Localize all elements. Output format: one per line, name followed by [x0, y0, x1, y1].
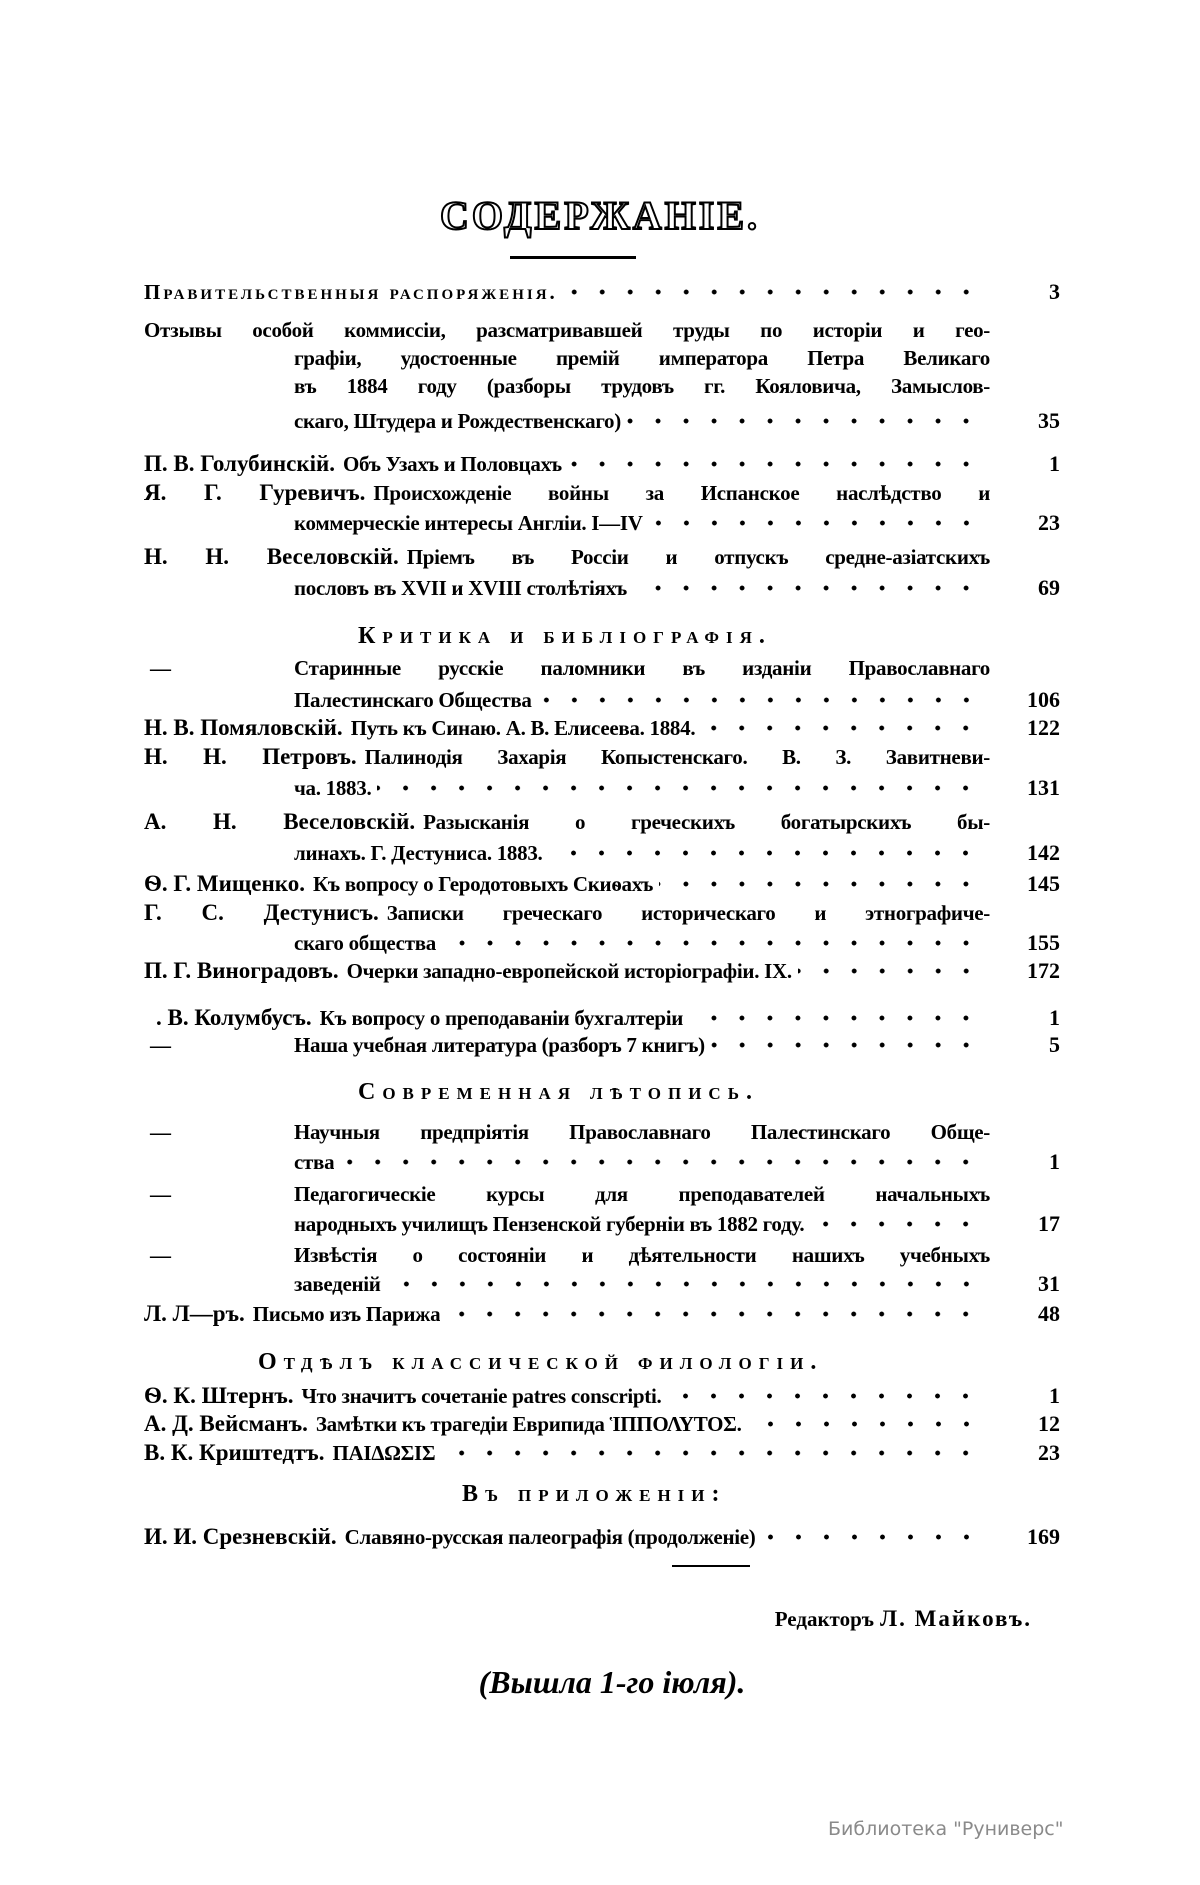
entry-title: пословъ въ XVII и XVIII столѣтіяхъ	[294, 576, 627, 600]
library-watermark: Библиотека "Руниверс"	[828, 1818, 1064, 1840]
toc-entry-line[interactable]	[144, 808, 990, 836]
entry-title: Старинные русскіе паломники въ изданіи Православнаго	[294, 656, 990, 680]
dot-leader	[762, 1523, 984, 1551]
entry-title: Разысканія о греческихъ богатырскихъ бы-	[423, 810, 990, 834]
dash-marker: —	[150, 656, 171, 680]
entry-title: Палинодія Захарія Копыстенскаго. В. З. Завитневи-	[364, 745, 990, 769]
page-number: 35	[1038, 408, 1060, 433]
entry-text	[144, 479, 990, 507]
entry-text	[144, 1382, 661, 1410]
entry-title: Правительственныя распоряженія.	[144, 280, 558, 304]
entry-title: Пріемъ въ Россіи и отпускъ средне-азіатскихъ	[406, 545, 990, 569]
entry-author: А. Н. Веселовскій.	[144, 809, 416, 834]
page-number: 1	[1049, 1149, 1060, 1174]
entry-author: Л. Л—ръ.	[144, 1301, 245, 1326]
entry-author: П. В. Голубинскій.	[144, 451, 335, 476]
entry-text	[144, 957, 792, 985]
entry-title: Очерки западно-европейской исторіографіи. IX.	[346, 959, 792, 983]
dot-leader	[441, 1439, 984, 1467]
entry-author: П. Г. Виноградовъ.	[144, 958, 339, 983]
toc-entry-line[interactable]	[144, 1382, 1060, 1410]
page-number: 172	[1027, 958, 1060, 983]
entry-title: Извѣстія о состояніи и дѣятельности нашихъ учебныхъ	[294, 1243, 990, 1267]
dot-leader	[548, 839, 984, 867]
entry-text	[294, 929, 436, 957]
entry-author: Ѳ. К. Штернъ.	[144, 1383, 294, 1408]
entry-text	[144, 278, 558, 306]
toc-entry-line[interactable]	[144, 1439, 1060, 1467]
dash-marker: —	[150, 1243, 171, 1267]
entry-title: скаго общества	[294, 931, 436, 955]
entry-title: Что значитъ сочетаніе patres conscripti.	[301, 1384, 662, 1408]
dash-marker: —	[150, 1182, 171, 1206]
toc-entry-line[interactable]	[150, 1031, 1060, 1059]
dot-leader	[568, 450, 984, 478]
entry-text	[294, 1118, 990, 1146]
entry-text	[144, 899, 990, 927]
entry-title: заведеній	[294, 1272, 381, 1296]
toc-entry-line[interactable]	[144, 1523, 1060, 1551]
page-number: 69	[1038, 575, 1060, 600]
entry-title: Замѣтки къ трагедіи Еврипида ἹΠΠΟΛΥΤΟΣ.	[315, 1412, 742, 1436]
entry-title: Наша учебная литература (разборъ 7 книгъ)	[294, 1033, 705, 1057]
page-title: СОДЕРЖАНІЕ.	[439, 193, 761, 238]
dot-leader	[689, 1004, 984, 1032]
entry-title: ΠΑΙΔΩΣΙΣ	[332, 1441, 436, 1465]
entry-text	[294, 1270, 381, 1298]
page-number: 106	[1027, 687, 1060, 712]
dot-leader	[538, 686, 984, 714]
entry-text	[294, 654, 990, 682]
toc-entry-line[interactable]	[156, 1004, 1060, 1032]
dot-leader	[627, 407, 984, 435]
page-number: 3	[1049, 279, 1060, 304]
toc-entry-line[interactable]	[294, 1270, 1060, 1298]
entry-text	[144, 714, 695, 742]
toc-entry-line[interactable]	[150, 1180, 990, 1208]
dot-leader	[442, 929, 984, 957]
page-number: 31	[1038, 1271, 1060, 1296]
dot-leader	[659, 870, 984, 898]
dot-leader	[711, 1031, 984, 1059]
dot-leader	[798, 957, 984, 985]
entry-text	[144, 870, 653, 898]
toc-entry-line[interactable]	[150, 1241, 990, 1269]
entry-author: Ѳ. Г. Мищенко.	[144, 871, 305, 896]
entry-text	[294, 1148, 334, 1176]
entry-text	[144, 316, 990, 344]
toc-entry-line[interactable]	[144, 870, 1060, 898]
dot-leader	[564, 278, 984, 306]
entry-text	[294, 509, 643, 537]
entry-title: въ 1884 году (разборы трудовъ гг. Кояловича, Замыслов-	[294, 374, 990, 398]
section-heading: Отдѣлъ классической филологіи.	[258, 1349, 824, 1375]
entry-author: Н. В. Помяловскій.	[144, 715, 343, 740]
toc-entry-line[interactable]	[294, 839, 1060, 867]
entry-title: Палестинскаго Общества	[294, 688, 532, 712]
entry-text	[144, 808, 990, 836]
page-number: 131	[1027, 775, 1060, 800]
page-number: 23	[1038, 1440, 1060, 1465]
section-heading: Критика и библіографія.	[358, 623, 772, 649]
toc-entry-line[interactable]	[294, 344, 990, 372]
entry-author: Н. Н. Петровъ.	[144, 744, 357, 769]
dash-marker: —	[150, 1033, 171, 1057]
entry-text	[156, 1004, 683, 1032]
dot-leader	[667, 1382, 984, 1410]
entry-text	[294, 1241, 990, 1269]
entry-author: В. К. Криштедтъ.	[144, 1440, 325, 1465]
entry-text	[144, 743, 990, 771]
entry-text	[144, 450, 562, 478]
entry-author: Г. С. Дестунисъ.	[144, 900, 379, 925]
page-number: 142	[1027, 840, 1060, 865]
page-number: 1	[1049, 451, 1060, 476]
toc-entry-line[interactable]	[144, 1410, 1060, 1438]
entry-text	[294, 1031, 705, 1059]
toc-entry-line[interactable]	[144, 543, 990, 571]
entry-title: Письмо изъ Парижа	[252, 1302, 441, 1326]
toc-entry-line[interactable]	[294, 372, 990, 400]
footer-divider	[672, 1565, 750, 1567]
entry-author: И. И. Срезневскій.	[144, 1524, 337, 1549]
entry-text	[144, 1439, 435, 1467]
page-number: 23	[1038, 510, 1060, 535]
toc-entry-line[interactable]	[294, 407, 1060, 435]
toc-entry-line[interactable]	[144, 714, 1060, 742]
toc-entry-line[interactable]	[144, 957, 1060, 985]
entry-text	[294, 407, 621, 435]
entry-title: Научныя предпріятія Православнаго Палестинскаго Обще-	[294, 1120, 990, 1144]
entry-title: скаго, Штудера и Рождественскаго)	[294, 409, 621, 433]
toc-entry-line[interactable]	[294, 509, 1060, 537]
page-number: 169	[1027, 1524, 1060, 1549]
dot-leader	[649, 509, 984, 537]
page-number: 17	[1038, 1211, 1060, 1236]
entry-title: народныхъ училищъ Пензенской губерніи въ 1882 году.	[294, 1212, 805, 1236]
editor-name: Л. Майковъ.	[880, 1606, 1032, 1631]
toc-entry-line[interactable]	[144, 743, 990, 771]
entry-text	[144, 1410, 742, 1438]
entry-title: Къ вопросу о Геродотовыхъ Скиѳахъ	[312, 872, 654, 896]
entry-text	[144, 1523, 756, 1551]
dash-marker: —	[150, 1120, 171, 1144]
entry-text	[294, 1210, 804, 1238]
toc-entry-line[interactable]	[150, 654, 990, 682]
toc-entry-line[interactable]	[144, 450, 1060, 478]
page-number: 145	[1027, 871, 1060, 896]
entry-title: Отзывы особой коммиссіи, разсматривавшей труды по исторіи и гео-	[144, 318, 990, 342]
toc-entry-line[interactable]	[144, 316, 990, 344]
entry-title: Записки греческаго историческаго и этнографиче-	[386, 901, 990, 925]
page-number: 1	[1049, 1383, 1060, 1408]
entry-title: Происхожденіе войны за Испанское наслѣдство и	[373, 481, 990, 505]
entry-text	[294, 839, 542, 867]
entry-title: Объ Узахъ и Половцахъ	[343, 452, 562, 476]
toc-entry-line[interactable]	[144, 1300, 1060, 1328]
entry-title: ча. 1883.	[294, 776, 372, 800]
dot-leader	[446, 1300, 984, 1328]
entry-title: Славяно-русская палеографія (продолженіе)	[344, 1525, 756, 1549]
entry-text	[294, 1180, 990, 1208]
toc-entry-line[interactable]	[294, 1148, 1060, 1176]
entry-text	[294, 774, 371, 802]
section-heading: Въ приложеніи:	[462, 1481, 727, 1507]
page-number: 122	[1027, 715, 1060, 740]
entry-text	[294, 344, 990, 372]
toc-entry-line[interactable]	[294, 1210, 1060, 1238]
toc-entry-line[interactable]	[294, 686, 1060, 714]
editor-label: Редакторъ	[774, 1607, 875, 1631]
dot-leader	[377, 774, 984, 802]
entry-author: Н. Н. Веселовскій.	[144, 544, 399, 569]
toc-entry-line[interactable]	[144, 479, 990, 507]
entry-title: линахъ. Г. Дестуниса. 1883.	[294, 841, 543, 865]
publication-note: (Вышла 1-го іюля).	[478, 1664, 746, 1700]
entry-title: Педагогическіе курсы для преподавателей начальныхъ	[294, 1182, 990, 1206]
dot-leader	[810, 1210, 984, 1238]
entry-author: А. Д. Вейсманъ.	[144, 1411, 308, 1436]
entry-title: ства	[294, 1150, 335, 1174]
entry-title: Къ вопросу о преподаваніи бухгалтеріи	[319, 1006, 684, 1030]
dot-leader	[701, 714, 984, 742]
toc-entry-line[interactable]	[144, 278, 1060, 306]
section-heading: Современная лѣтопись.	[358, 1079, 759, 1105]
entry-title: коммерческіе интересы Англіи. I—IV	[294, 511, 643, 535]
dot-leader	[748, 1410, 984, 1438]
page-number: 1	[1049, 1005, 1060, 1030]
entry-text	[144, 543, 990, 571]
entry-text	[294, 574, 627, 602]
dot-leader	[633, 574, 984, 602]
toc-entry-line[interactable]	[294, 929, 1060, 957]
entry-text	[294, 686, 532, 714]
dot-leader	[340, 1148, 984, 1176]
editor-credit	[775, 1606, 1032, 1632]
entry-text	[144, 1300, 440, 1328]
dot-leader	[387, 1270, 984, 1298]
toc-entry-line[interactable]	[144, 899, 990, 927]
page-number: 155	[1027, 930, 1060, 955]
entry-text	[294, 372, 990, 400]
entry-title: Путь къ Синаю. А. В. Елисеева. 1884.	[350, 716, 696, 740]
entry-author: Я. Г. Гуревичъ.	[144, 480, 366, 505]
page-number: 12	[1038, 1411, 1060, 1436]
title-divider	[510, 256, 636, 259]
toc-entry-line[interactable]	[294, 574, 1060, 602]
entry-author: . В. Колумбусъ.	[156, 1005, 312, 1030]
page-number: 5	[1049, 1032, 1060, 1057]
toc-entry-line[interactable]	[150, 1118, 990, 1146]
entry-title: графіи, удостоенные премій императора Петра Великаго	[294, 346, 990, 370]
toc-entry-line[interactable]	[294, 774, 1060, 802]
page-number: 48	[1038, 1301, 1060, 1326]
